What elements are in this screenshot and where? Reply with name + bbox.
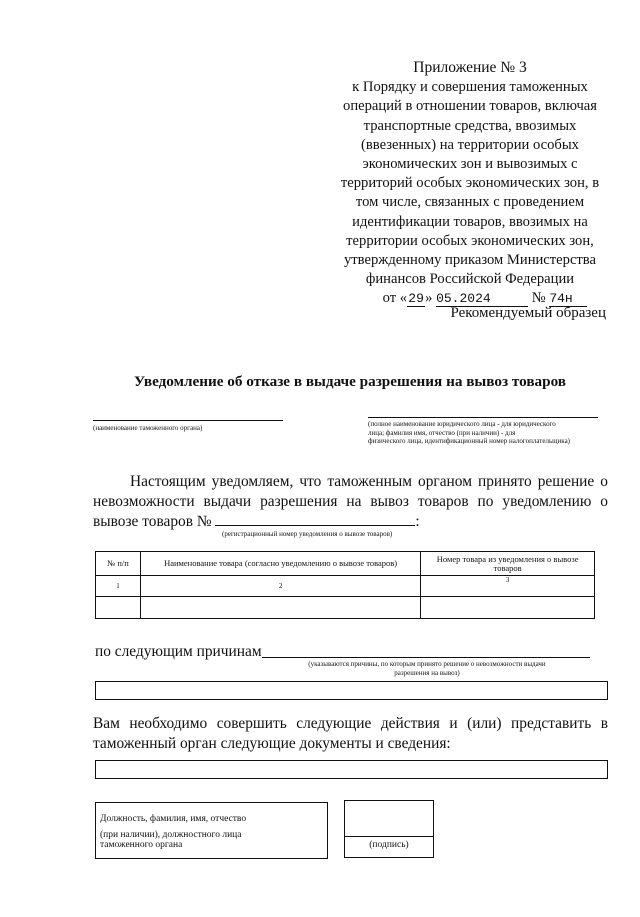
document-title: Уведомление об отказе в выдаче разрешения на вывоз товаров — [133, 373, 567, 390]
appendix-line: (ввезенных) на территории особых — [361, 136, 579, 153]
appendix-line: транспортные средства, ввозимых — [363, 117, 577, 134]
header-cell-goods-name: Наименование товара (согласно уведомлению о вывозе товаров) — [140, 552, 420, 576]
recipient-line[interactable] — [368, 417, 598, 418]
notification-number-field[interactable] — [215, 513, 415, 526]
customs-authority-hint: (наименование таможенного органа) — [93, 424, 203, 432]
column-number-cell: 2 — [140, 576, 420, 597]
appendix-line: операций в отношении товаров, включая — [343, 98, 597, 115]
appendix-line: территории особых экономических зон, — [346, 232, 594, 249]
table-row — [96, 576, 595, 597]
actions-paragraph: Вам необходимо совершить следующие действия и (или) представить в таможенный орган следующие документы и сведения: — [93, 715, 608, 752]
recommended-sample-label: Рекомендуемый образец — [450, 305, 606, 321]
date-month-year: 05.2024 — [436, 292, 528, 307]
reasons-field[interactable] — [95, 681, 608, 700]
reasons-label: по следующим причинам — [95, 643, 262, 660]
table-header-row — [96, 552, 595, 576]
official-info-line: Должность, фамилия, имя, отчество — [100, 814, 247, 824]
official-info-text — [100, 811, 246, 853]
official-info-box — [95, 802, 328, 859]
table-row — [96, 597, 595, 619]
official-info-line: (при наличии), должностного лица — [100, 830, 242, 840]
signature-label: (подпись) — [369, 840, 409, 850]
customs-authority-line[interactable] — [93, 420, 283, 421]
header-cell-number: № п/п — [96, 552, 141, 576]
column-number-cell: 3 — [421, 576, 595, 597]
recipient-hint-line: физического лица, идентификационный номер налогоплательщика) — [368, 437, 571, 445]
appendix-line: территорий особых экономических зон, в — [340, 175, 600, 192]
header-cell-goods-number: Номер товара из уведомления о вывозе товаров — [421, 552, 595, 576]
table-cell[interactable] — [421, 597, 595, 619]
number-label: № — [531, 290, 546, 307]
signature-box[interactable] — [344, 800, 434, 858]
appendix-title: Приложение № 3 — [413, 59, 527, 76]
actions-field[interactable] — [95, 760, 608, 779]
recipient-hint-line: лица; фамилия имя, отчество (при наличии) - для — [368, 428, 516, 437]
notice-paragraph — [93, 472, 608, 532]
appendix-line: том числе, связанных с проведением — [355, 194, 585, 211]
order-number: 74н — [549, 292, 587, 307]
column-number-cell: 1 — [96, 576, 141, 597]
appendix-block — [320, 58, 620, 309]
date-prefix: от « — [382, 290, 408, 307]
recipient-hint — [368, 420, 608, 446]
appendix-line: утвержденному приказом Министерства — [344, 252, 596, 269]
appendix-line: идентификации товаров, ввозимых на — [352, 213, 588, 230]
reasons-hint — [262, 660, 592, 677]
reasons-line[interactable] — [262, 657, 590, 658]
registration-number-hint: (регистрационный номер уведомления о вывозе товаров) — [222, 530, 393, 538]
appendix-line: экономических зон и вывозимых с — [362, 156, 578, 173]
table-cell[interactable] — [96, 597, 141, 619]
date-mid: » — [425, 290, 433, 307]
table-cell[interactable] — [140, 597, 420, 619]
reasons-hint-line: (указываются причины, по которым принято решение о невозможности выдачи — [308, 660, 546, 668]
reasons-hint-line: разрешения на вывоз) — [394, 668, 460, 677]
official-info-line: таможенного органа — [100, 840, 183, 850]
notice-text: Настоящим уведомляем, что таможенным органом принято решение о невозможности выдачи разрешения на вывоз товаров по уведомлению о вывозе товаров № — [93, 473, 608, 530]
date-day: 29 — [408, 291, 424, 307]
recipient-hint-line: (полное наименование юридического лица - для юридического — [368, 420, 556, 428]
notice-end: : — [415, 513, 420, 530]
goods-table — [95, 551, 595, 619]
appendix-line: к Порядку и совершения таможенных — [352, 79, 588, 96]
appendix-line: финансов Российской Федерации — [365, 271, 575, 288]
